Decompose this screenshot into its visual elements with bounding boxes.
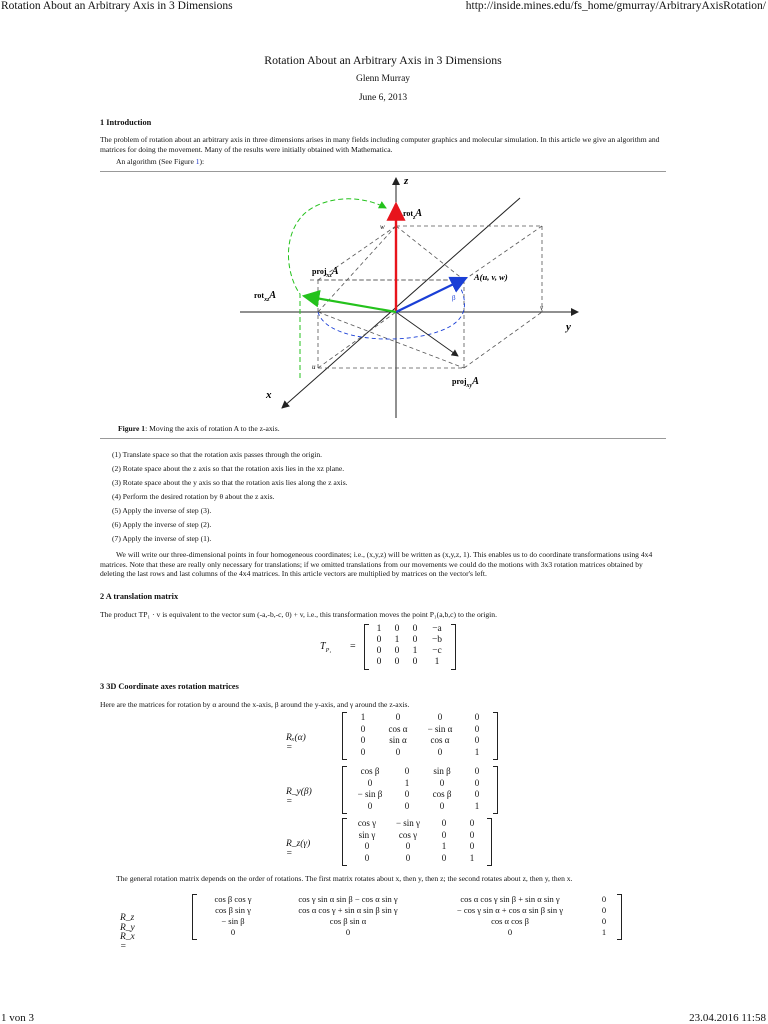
matrix-cell: − sin β [221, 916, 245, 926]
header-title: Rotation About an Arbitrary Axis in 3 Dimensions [1, 0, 233, 12]
matrix-cell: cos α cos γ sin β + sin α sin γ [460, 894, 560, 904]
label-z: z [404, 175, 409, 187]
matrix-cell: 0 [469, 829, 475, 840]
matrix-cell: 0 [474, 712, 480, 722]
matrix-bracket-left [342, 712, 347, 760]
matrix-cell: 1 [412, 646, 418, 656]
ry-matrix-grid [342, 766, 498, 812]
label-x: x [266, 389, 272, 401]
matrix-cell: 0 [437, 712, 443, 722]
matrix-cell: 0 [360, 723, 366, 734]
matrix-cell: 1 [360, 712, 366, 722]
matrix-cell: 0 [345, 927, 351, 937]
rotation-paragraph: Here are the matrices for rotation by α around the x-axis, β around the y-axis, and γ around the z-axis. [100, 700, 410, 709]
matrix-bracket-left [364, 624, 369, 670]
matrix-cell: 0 [367, 777, 373, 788]
label-u: u [312, 363, 316, 371]
matrix-cell: 1 [404, 777, 410, 788]
label-v: v [540, 304, 544, 312]
matrix-cell: − sin β [357, 789, 383, 799]
step-5: (5) Apply the inverse of step (3). [112, 506, 212, 515]
matrix-cell: cos β [360, 766, 380, 776]
date: June 6, 2013 [358, 93, 408, 103]
matrix-cell: cos β [432, 789, 452, 799]
matrix-bracket-right [493, 712, 498, 760]
matrix-cell: cos γ [357, 818, 377, 828]
matrix-cell: sin γ [358, 829, 376, 840]
matrix-cell: −c [432, 646, 442, 656]
matrix-cell: 0 [394, 657, 400, 667]
matrix-cell: 0 [441, 852, 447, 863]
matrix-cell: 1 [434, 657, 440, 667]
matrix-cell: 0 [474, 766, 480, 776]
matrix-cell: 1 [394, 635, 400, 645]
matrix-bracket-right [493, 766, 498, 814]
algorithm-intro-suffix: ): [199, 157, 205, 166]
matrix-bracket-right [451, 624, 456, 670]
step-3: (3) Rotate space about the y axis so that the rotation axis lies along the z axis. [112, 478, 348, 487]
matrix-cell: 0 [394, 646, 400, 656]
figure-caption-label: Figure 1 [118, 424, 146, 433]
matrix-cell: 0 [367, 800, 373, 811]
label-projxz: proj$_{xz}$A [312, 266, 339, 279]
matrix-cell: − sin γ [395, 818, 421, 828]
matrix-cell: cos γ sin α sin β − cos α sin γ [298, 894, 398, 904]
matrix-cell: 0 [376, 657, 382, 667]
matrix-cell: 0 [439, 800, 445, 811]
label-rotxz: rot$_{xz}$A [254, 290, 277, 303]
step-1: (1) Translate space so that the rotation axis passes through the origin. [112, 450, 323, 459]
matrix-cell: 0 [395, 712, 401, 722]
matrix-cell: 1 [474, 800, 480, 811]
matrix-cell: cos α [388, 723, 408, 734]
header-url[interactable]: http://inside.mines.edu/fs_home/gmurray/ArbitraryAxisRotation/ [465, 0, 766, 12]
matrix-cell: 0 [601, 905, 607, 915]
figure-1 [100, 168, 666, 428]
rz-matrix-grid [342, 818, 492, 864]
matrix-cell: 0 [405, 852, 411, 863]
matrix-cell: cos β sin γ [215, 905, 251, 915]
matrix-cell: 0 [437, 746, 443, 757]
print-header [0, 0, 768, 16]
matrix-cell: 1 [376, 624, 382, 634]
algorithm-intro [100, 157, 666, 167]
print-footer [0, 1010, 768, 1024]
matrix-cell: 0 [230, 927, 236, 937]
figure-link[interactable]: 1 [195, 157, 200, 166]
matrix-bracket-left [342, 818, 347, 866]
matrix-cell: 0 [395, 746, 401, 757]
matrix-cell: − cos γ sin α + cos α sin β sin γ [456, 905, 564, 915]
matrix-bracket-left [342, 766, 347, 814]
matrix-cell: cos γ [398, 829, 418, 840]
label-rotz: rot$_z$A [403, 208, 423, 221]
matrix-cell: 0 [474, 735, 480, 745]
matrix-bracket-right [617, 894, 622, 940]
page-counter: 1 von 3 [1, 1012, 34, 1024]
matrix-cell: 0 [360, 735, 366, 745]
projxy-dash [396, 312, 458, 356]
matrix-cell: 1 [441, 841, 447, 851]
matrix-cell: 0 [601, 894, 607, 904]
step-2: (2) Rotate space about the z axis so that the rotation axis lies in the xz plane. [112, 464, 345, 473]
matrix-cell: cos α cos γ + sin α sin β sin γ [298, 905, 398, 915]
matrix-cell: cos β cos γ [214, 894, 252, 904]
page-title: Rotation About an Arbitrary Axis in 3 Dimensions [264, 53, 502, 67]
matrix-cell: 0 [441, 818, 447, 828]
matrix-cell: 0 [412, 635, 418, 645]
green-rotation-arc [288, 199, 386, 378]
step-4: (4) Perform the desired rotation by θ about the z axis. [112, 492, 275, 501]
figure-caption-text: : Moving the axis of rotation A to the z-axis. [145, 424, 280, 433]
matrix-cell: 0 [360, 746, 366, 757]
matrix-bracket-right [487, 818, 492, 866]
matrix-bracket-left [192, 894, 197, 940]
ry-lhs: R_y(β) = [286, 787, 312, 807]
matrix-cell: sin β [433, 766, 451, 776]
matrix-cell: −a [432, 624, 442, 634]
author: Glenn Murray [355, 74, 411, 84]
matrix-cell: 0 [394, 624, 400, 634]
figure-caption [118, 424, 280, 434]
matrix-cell: 0 [364, 841, 370, 851]
matrix-cell: 0 [601, 916, 607, 926]
homogeneous-paragraph: We will write our three-dimensional points in four homogeneous coordinates; i.e., (x,y,z) will be written as (x,y,z, 1). This enables us to do coordinate transformations using 4x4 matrices. Note that these are really only necessary for translations; if we omitted translations from our movements we could do the motions with 3x3 rotation matrices obtained by deleting the last rows and last columns of the 4x4 matrices. In this article vectors are multiplied by matrices on the vector's left. [100, 550, 653, 578]
label-y: y [566, 321, 571, 333]
matrix-cell: 0 [507, 927, 513, 937]
translation-paragraph: The product TP₁ · v is equivalent to the vector sum (-a,-b,-c, 0) + v, i.e., this transformation moves the point P₁(a,b,c) to the origin. [100, 610, 497, 619]
matrix-cell: 0 [412, 657, 418, 667]
matrix-cell: cos α [430, 735, 450, 745]
matrix-cell: 0 [405, 841, 411, 851]
general-rotation-paragraph: The general rotation matrix depends on the order of rotations. The first matrix rotates about x, then y, then z; the second rotates about z, then y, then x. [116, 874, 573, 883]
label-w: w [380, 223, 385, 231]
matrix-cell: cos β sin α [329, 916, 367, 926]
algorithm-intro-prefix: An algorithm (See Figure [116, 157, 196, 166]
rotation-diagram [100, 168, 666, 428]
matrix-cell: 0 [364, 852, 370, 863]
matrix-cell: 0 [404, 800, 410, 811]
matrix-cell: 0 [412, 624, 418, 634]
label-projxy: proj$_{xy}$A [452, 376, 479, 389]
rzyx-lhs: R_z R_y R_x = [120, 913, 135, 952]
matrix-cell: cos α cos β [491, 916, 529, 926]
intro-paragraph: The problem of rotation about an arbitrary axis in three dimensions arises in many fields including computer graphics and molecular simulation. In this article we give an algorithm and matrices for doing the movement. Many of the results were initially obtained with Mathematica. [100, 135, 660, 154]
matrix-cell: −b [431, 635, 443, 645]
matrix-cell: 1 [469, 852, 475, 863]
label-theta: β [452, 294, 456, 302]
matrix-cell: 1 [474, 746, 480, 757]
matrix-cell: 0 [474, 789, 480, 799]
matrix-cell: 0 [376, 635, 382, 645]
step-6: (6) Apply the inverse of step (2). [112, 520, 212, 529]
rx-lhs: Rₓ(α) = [286, 733, 306, 753]
matrix-cell: sin α [389, 735, 407, 745]
matrix-cell: 0 [469, 818, 475, 828]
matrix-cell: − sin α [427, 723, 453, 734]
rz-lhs: R_z(γ) = [286, 839, 311, 859]
matrix-cell: 0 [474, 723, 480, 734]
rx-matrix-grid [342, 712, 498, 758]
section-heading-introduction: 1 Introduction [100, 118, 152, 127]
matrix-cell: 0 [376, 646, 382, 656]
section-heading-translation: 2 A translation matrix [100, 592, 179, 601]
figure-bottom-rule [100, 438, 666, 439]
rzyx-matrix-grid [192, 894, 622, 938]
matrix-cell: 0 [404, 789, 410, 799]
matrix-cell: 0 [474, 777, 480, 788]
step-7: (7) Apply the inverse of step (1). [112, 534, 212, 543]
translation-lhs: $T_{P_1}$ [320, 641, 332, 654]
print-timestamp: 23.04.2016 11:58 [689, 1012, 766, 1024]
section-heading-rotation: 3 3D Coordinate axes rotation matrices [100, 682, 239, 691]
matrix-cell: 0 [439, 777, 445, 788]
label-A: A(u, v, w) [474, 272, 508, 282]
matrix-cell: 0 [441, 829, 447, 840]
matrix-cell: 0 [404, 766, 410, 776]
translation-matrix-grid [364, 624, 456, 668]
matrix-cell: 1 [601, 927, 607, 937]
matrix-cell: 0 [469, 841, 475, 851]
